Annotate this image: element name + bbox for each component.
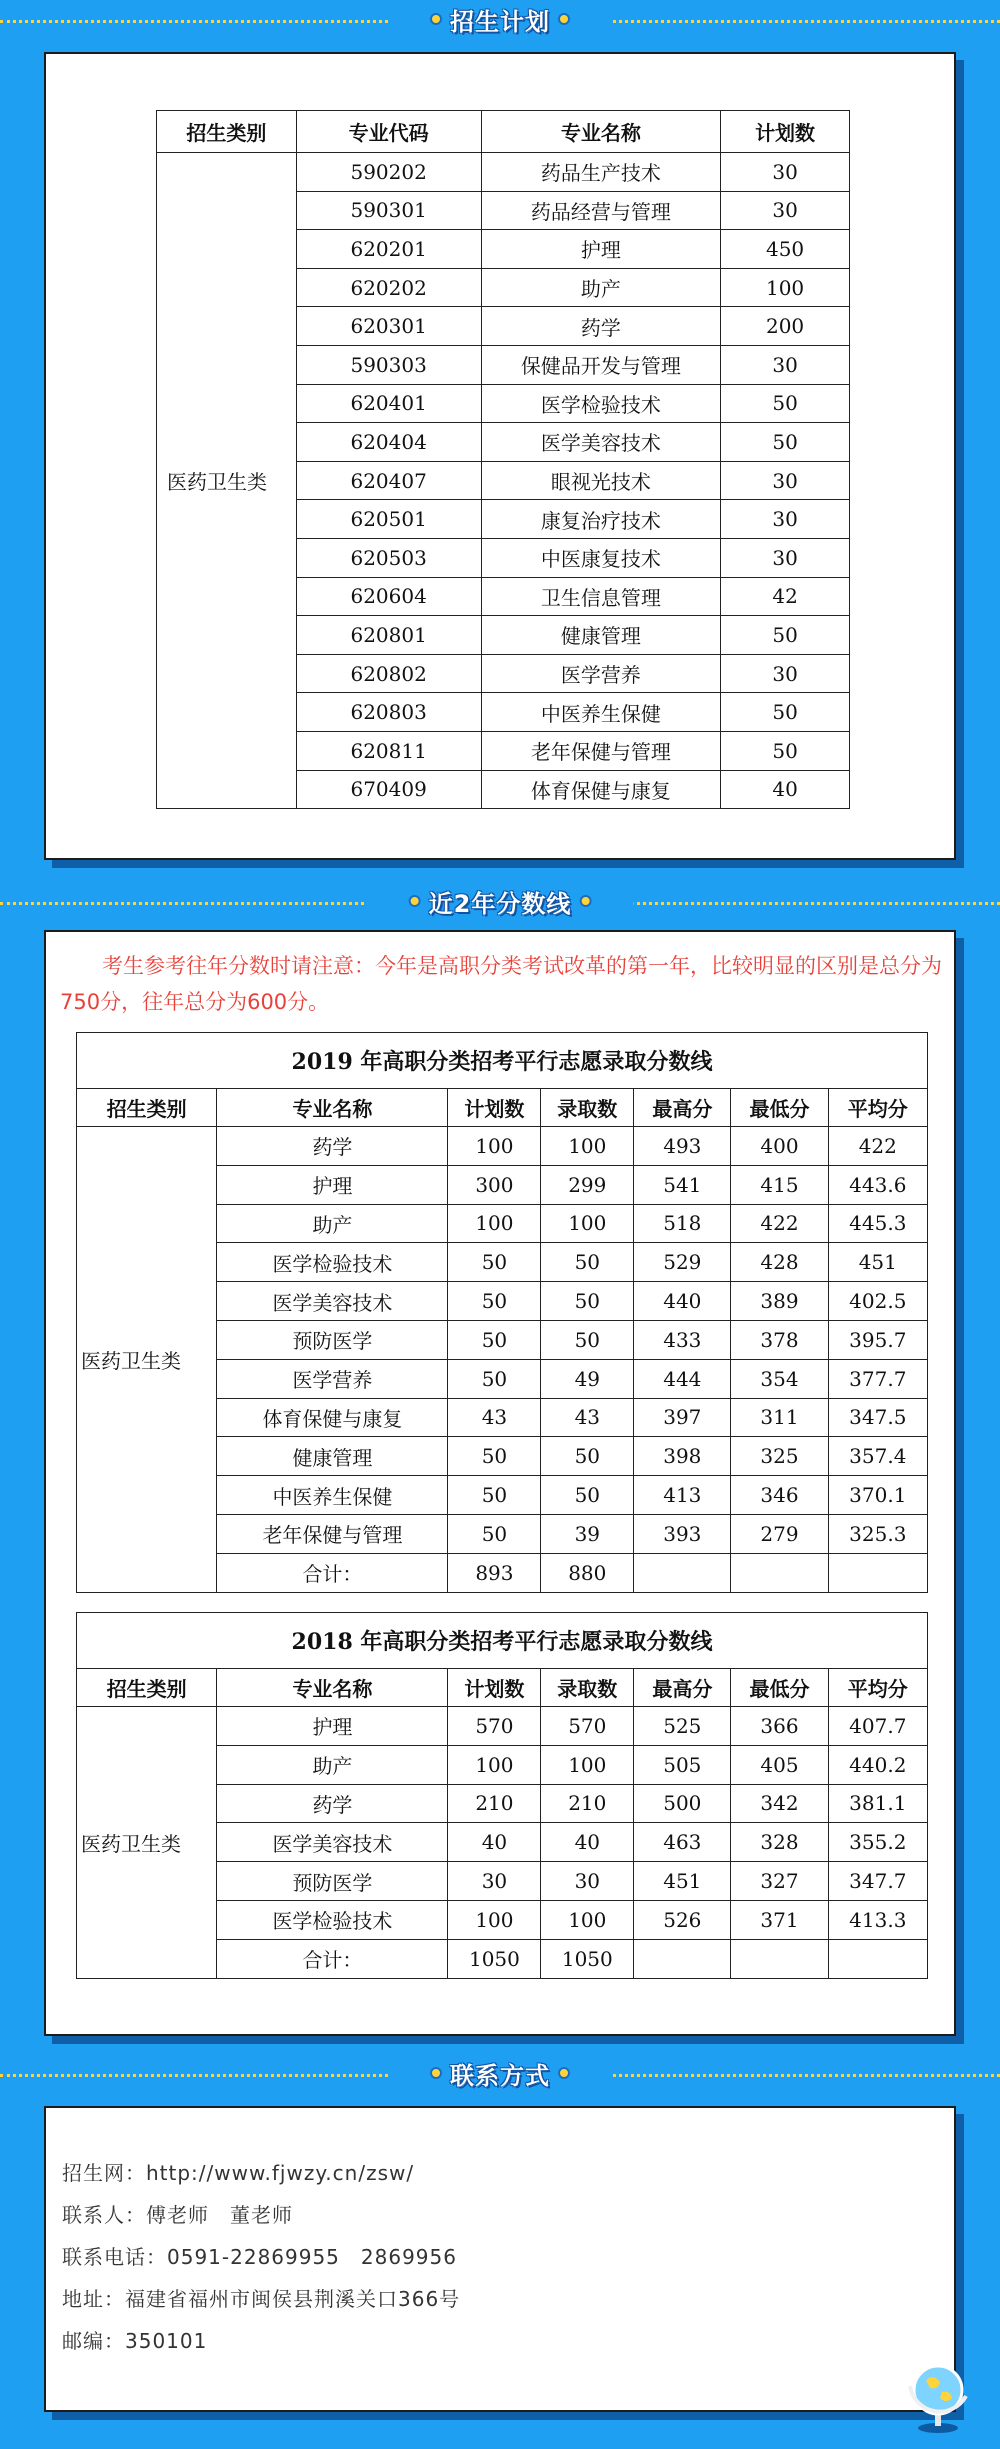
header-cell: 招生类别: [77, 1669, 217, 1707]
header-cell: 招生类别: [77, 1089, 217, 1127]
table-cell: 药学: [481, 307, 721, 346]
table-cell: 预防医学: [217, 1320, 448, 1359]
table-cell: 415: [731, 1165, 828, 1204]
table-cell: 30: [721, 191, 850, 230]
total-cell: [828, 1553, 927, 1592]
table-cell: 50: [721, 693, 850, 732]
table-cell: 30: [448, 1862, 541, 1901]
table-cell: 200: [721, 307, 850, 346]
table-cell: 39: [541, 1514, 634, 1553]
total-cell: 880: [541, 1553, 634, 1592]
header-cell: 专业名称: [217, 1669, 448, 1707]
table-cell: 371: [731, 1900, 828, 1939]
table-cell: 311: [731, 1398, 828, 1437]
dot-icon: [558, 13, 570, 25]
table-cell: 451: [634, 1862, 731, 1901]
table-cell: 医学美容技术: [481, 423, 721, 462]
header-cell: 平均分: [828, 1089, 927, 1127]
contact-phone: 联系电话：0591-22869955 2869956: [62, 2245, 457, 2269]
table-cell: 助产: [217, 1745, 448, 1784]
table-cell: 210: [448, 1784, 541, 1823]
caption-row: [77, 1613, 928, 1669]
total-cell: [731, 1553, 828, 1592]
table-cell: 525: [634, 1707, 731, 1746]
table-cell: 50: [448, 1282, 541, 1321]
contact-person: 联系人：傅老师 董老师: [62, 2203, 293, 2227]
section-title: 近2年分数线: [428, 889, 572, 918]
table-cell: 328: [731, 1823, 828, 1862]
table-cell: 377.7: [828, 1359, 927, 1398]
table-cell: 493: [634, 1127, 731, 1166]
table-cell: 康复治疗技术: [481, 500, 721, 539]
header-cell: 招生类别: [157, 111, 297, 153]
table-cell: 30: [721, 654, 850, 693]
dot-icon: [579, 895, 591, 907]
contact-card: [44, 2106, 956, 2412]
table-cell: 366: [731, 1707, 828, 1746]
table-cell: 助产: [481, 268, 721, 307]
table-cell: 42: [721, 577, 850, 616]
table-cell: 30: [721, 538, 850, 577]
total-cell: [828, 1939, 927, 1978]
table-cell: 279: [731, 1514, 828, 1553]
table-cell: 医学美容技术: [217, 1282, 448, 1321]
table-cell: 50: [541, 1282, 634, 1321]
table-cell: 50: [448, 1437, 541, 1476]
table-header-row: [77, 1089, 928, 1127]
table-cell: 325.3: [828, 1514, 927, 1553]
header-cell: 录取数: [541, 1669, 634, 1707]
table-cell: 中医养生保健: [217, 1476, 448, 1515]
table-cell: 405: [731, 1745, 828, 1784]
table-cell: 卫生信息管理: [481, 577, 721, 616]
table-cell: 50: [448, 1243, 541, 1282]
table-cell: 100: [541, 1745, 634, 1784]
table-cell: 100: [448, 1127, 541, 1166]
section-header-plan: [0, 0, 1000, 40]
table-cell: 400: [731, 1127, 828, 1166]
table-cell: 100: [541, 1127, 634, 1166]
table-cell: 327: [731, 1862, 828, 1901]
section-title: 联系方式: [450, 2061, 550, 2090]
table-cell: 590303: [296, 345, 481, 384]
table-cell: 355.2: [828, 1823, 927, 1862]
table-cell: 370.1: [828, 1476, 927, 1515]
total-cell: 893: [448, 1553, 541, 1592]
table-cell: 378: [731, 1320, 828, 1359]
category-cell: 医药卫生类: [77, 1127, 217, 1593]
table-cell: 40: [541, 1823, 634, 1862]
table-cell: 440: [634, 1282, 731, 1321]
score-note: 考生参考往年分数时请注意：今年是高职分类考试改革的第一年，比较明显的区别是总分为750分，往年总分为600分。: [60, 954, 942, 1014]
table-cell: 342: [731, 1784, 828, 1823]
total-cell: 合计：: [217, 1939, 448, 1978]
table-cell: 620202: [296, 268, 481, 307]
table-cell: 100: [448, 1204, 541, 1243]
table-cell: 健康管理: [217, 1437, 448, 1476]
total-cell: 合计：: [217, 1553, 448, 1592]
table-cell: 药学: [217, 1127, 448, 1166]
table-cell: 389: [731, 1282, 828, 1321]
table-cell: 50: [721, 731, 850, 770]
table-cell: 助产: [217, 1204, 448, 1243]
scores-card: [44, 930, 956, 2036]
total-cell: [731, 1939, 828, 1978]
table-cell: 体育保健与康复: [217, 1398, 448, 1437]
dot-icon: [430, 13, 442, 25]
table-cell: 620803: [296, 693, 481, 732]
score-table-2018: [76, 1612, 928, 1979]
header-cell: 专业代码: [296, 111, 481, 153]
table-cell: 100: [448, 1900, 541, 1939]
dot-icon: [409, 895, 421, 907]
table-cell: 440.2: [828, 1745, 927, 1784]
globe-icon: [898, 2356, 978, 2436]
table-cell: 50: [541, 1320, 634, 1359]
total-cell: [634, 1553, 731, 1592]
table-cell: 30: [541, 1862, 634, 1901]
table-cell: 100: [721, 268, 850, 307]
table-cell: 30: [721, 153, 850, 192]
plan-table: [156, 110, 850, 809]
table-cell: 620503: [296, 538, 481, 577]
header-cell: 最高分: [634, 1089, 731, 1127]
table-cell: 620407: [296, 461, 481, 500]
table-cell: 药品生产技术: [481, 153, 721, 192]
header-cell: 平均分: [828, 1669, 927, 1707]
table-cell: 347.5: [828, 1398, 927, 1437]
table-cell: 620404: [296, 423, 481, 462]
table-cell: 433: [634, 1320, 731, 1359]
header-cell: 最高分: [634, 1669, 731, 1707]
table-cell: 451: [828, 1243, 927, 1282]
header-cell: 专业名称: [481, 111, 721, 153]
table-cell: 570: [541, 1707, 634, 1746]
table-cell: 40: [448, 1823, 541, 1862]
table-header-row: [77, 1669, 928, 1707]
header-cell: 专业名称: [217, 1089, 448, 1127]
table-cell: 413: [634, 1476, 731, 1515]
contact-address: 地址：福建省福州市闽侯县荆溪关口366号: [62, 2287, 461, 2311]
contact-postcode: 邮编：350101: [62, 2329, 208, 2353]
table-cell: 620802: [296, 654, 481, 693]
table-cell: 620201: [296, 230, 481, 269]
table-caption: 2019 年高职分类招考平行志愿录取分数线: [77, 1033, 928, 1089]
table-cell: 老年保健与管理: [481, 731, 721, 770]
table-cell: 医学营养: [481, 654, 721, 693]
total-cell: [634, 1939, 731, 1978]
table-cell: 526: [634, 1900, 731, 1939]
table-cell: 中医康复技术: [481, 538, 721, 577]
table-cell: 50: [541, 1243, 634, 1282]
table-cell: 30: [721, 500, 850, 539]
table-cell: 422: [731, 1204, 828, 1243]
table-cell: 50: [721, 423, 850, 462]
dot-icon: [558, 2067, 570, 2079]
table-row: [77, 1127, 928, 1166]
contact-website: 招生网：http://www.fjwzy.cn/zsw/: [62, 2161, 415, 2185]
section-header-contact: [0, 2054, 1000, 2094]
table-cell: 医学检验技术: [217, 1900, 448, 1939]
contact-info: [62, 2152, 460, 2362]
category-cell: 医药卫生类: [77, 1707, 217, 1979]
table-cell: 保健品开发与管理: [481, 345, 721, 384]
table-cell: 354: [731, 1359, 828, 1398]
table-cell: 210: [541, 1784, 634, 1823]
table-cell: 620811: [296, 731, 481, 770]
table-cell: 529: [634, 1243, 731, 1282]
table-cell: 620801: [296, 616, 481, 655]
table-cell: 413.3: [828, 1900, 927, 1939]
table-cell: 健康管理: [481, 616, 721, 655]
table-cell: 100: [448, 1745, 541, 1784]
table-cell: 50: [721, 384, 850, 423]
table-cell: 护理: [217, 1707, 448, 1746]
table-cell: 570: [448, 1707, 541, 1746]
plan-card: [44, 52, 956, 860]
header-cell: 最低分: [731, 1089, 828, 1127]
total-cell: 1050: [541, 1939, 634, 1978]
header-cell: 计划数: [448, 1089, 541, 1127]
table-cell: 443.6: [828, 1165, 927, 1204]
header-cell: 计划数: [448, 1669, 541, 1707]
table-cell: 620401: [296, 384, 481, 423]
table-cell: 505: [634, 1745, 731, 1784]
table-cell: 49: [541, 1359, 634, 1398]
table-cell: 体育保健与康复: [481, 770, 721, 809]
table-row: [77, 1707, 928, 1746]
table-cell: 50: [541, 1437, 634, 1476]
table-cell: 500: [634, 1784, 731, 1823]
table-cell: 50: [448, 1476, 541, 1515]
table-cell: 347.7: [828, 1862, 927, 1901]
table-cell: 医学营养: [217, 1359, 448, 1398]
table-cell: 450: [721, 230, 850, 269]
table-cell: 445.3: [828, 1204, 927, 1243]
table-caption: 2018 年高职分类招考平行志愿录取分数线: [77, 1613, 928, 1669]
table-cell: 药学: [217, 1784, 448, 1823]
table-cell: 43: [448, 1398, 541, 1437]
table-cell: 398: [634, 1437, 731, 1476]
table-cell: 30: [721, 461, 850, 500]
score-table-2019: [76, 1032, 928, 1593]
section-title: 招生计划: [450, 7, 550, 36]
table-cell: 541: [634, 1165, 731, 1204]
table-cell: 620301: [296, 307, 481, 346]
dot-icon: [430, 2067, 442, 2079]
section-header-scores: [0, 882, 1000, 922]
header-cell: 计划数: [721, 111, 850, 153]
table-cell: 590202: [296, 153, 481, 192]
table-cell: 医学美容技术: [217, 1823, 448, 1862]
table-cell: 325: [731, 1437, 828, 1476]
table-cell: 50: [448, 1359, 541, 1398]
table-cell: 381.1: [828, 1784, 927, 1823]
table-cell: 620604: [296, 577, 481, 616]
table-header-row: [157, 111, 850, 153]
table-cell: 395.7: [828, 1320, 927, 1359]
table-cell: 护理: [481, 230, 721, 269]
table-cell: 402.5: [828, 1282, 927, 1321]
table-cell: 药品经营与管理: [481, 191, 721, 230]
table-cell: 50: [721, 616, 850, 655]
table-cell: 43: [541, 1398, 634, 1437]
table-cell: 518: [634, 1204, 731, 1243]
table-cell: 590301: [296, 191, 481, 230]
table-cell: 50: [448, 1320, 541, 1359]
category-cell: 医药卫生类: [157, 153, 297, 809]
table-cell: 357.4: [828, 1437, 927, 1476]
table-cell: 中医养生保健: [481, 693, 721, 732]
header-cell: 录取数: [541, 1089, 634, 1127]
caption-row: [77, 1033, 928, 1089]
table-cell: 422: [828, 1127, 927, 1166]
table-cell: 299: [541, 1165, 634, 1204]
table-cell: 眼视光技术: [481, 461, 721, 500]
table-cell: 预防医学: [217, 1862, 448, 1901]
table-cell: 30: [721, 345, 850, 384]
table-cell: 医学检验技术: [217, 1243, 448, 1282]
header-cell: 最低分: [731, 1669, 828, 1707]
table-cell: 300: [448, 1165, 541, 1204]
table-cell: 393: [634, 1514, 731, 1553]
total-cell: 1050: [448, 1939, 541, 1978]
table-row: [157, 153, 850, 192]
table-cell: 50: [448, 1514, 541, 1553]
table-cell: 407.7: [828, 1707, 927, 1746]
table-cell: 护理: [217, 1165, 448, 1204]
table-cell: 40: [721, 770, 850, 809]
table-cell: 428: [731, 1243, 828, 1282]
table-cell: 100: [541, 1900, 634, 1939]
table-cell: 463: [634, 1823, 731, 1862]
table-cell: 346: [731, 1476, 828, 1515]
table-cell: 397: [634, 1398, 731, 1437]
table-cell: 670409: [296, 770, 481, 809]
table-cell: 100: [541, 1204, 634, 1243]
table-cell: 444: [634, 1359, 731, 1398]
table-cell: 620501: [296, 500, 481, 539]
table-cell: 医学检验技术: [481, 384, 721, 423]
table-cell: 50: [541, 1476, 634, 1515]
table-cell: 老年保健与管理: [217, 1514, 448, 1553]
